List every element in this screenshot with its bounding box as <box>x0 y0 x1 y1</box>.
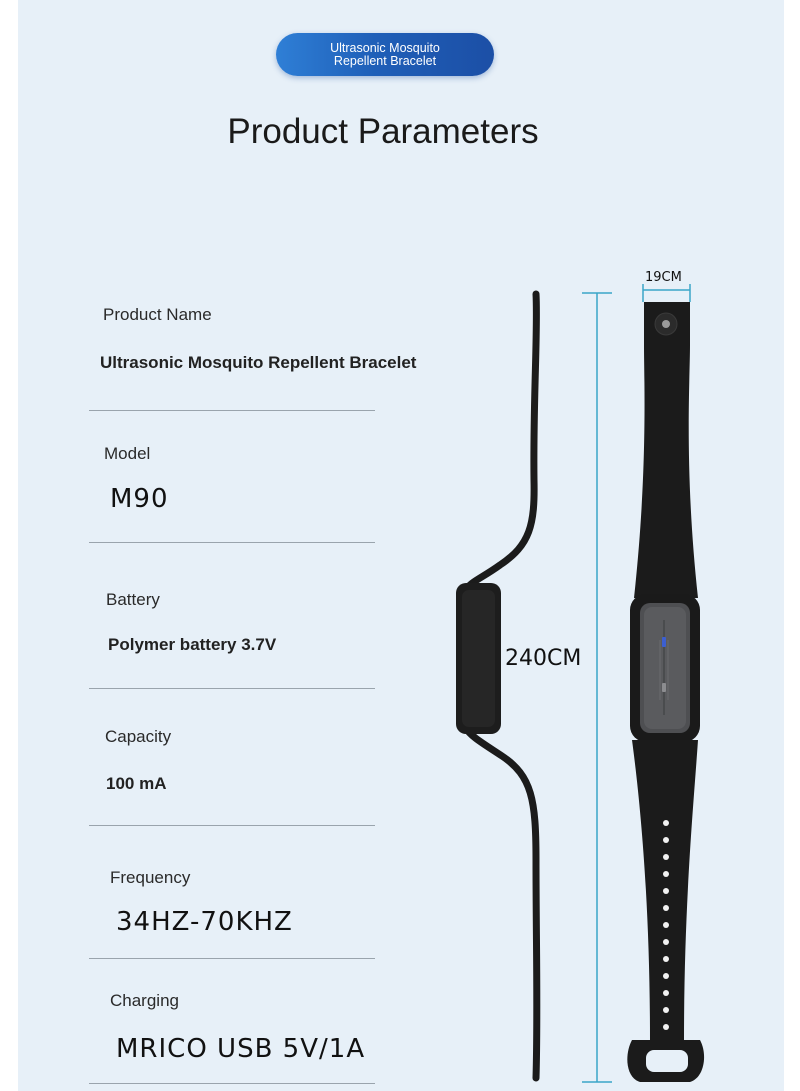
front-view-bracelet <box>627 302 704 1082</box>
page-title: Product Parameters <box>227 112 539 151</box>
param-value-battery: Polymer battery 3.7V <box>108 635 277 654</box>
param-label-capacity: Capacity <box>105 727 172 746</box>
param-value-capacity: 100 mA <box>106 774 167 793</box>
badge-line-2: Repellent Bracelet <box>333 53 437 68</box>
badge-line-1: Ultrasonic Mosquito <box>330 40 440 55</box>
length-dimension-label: 240CM <box>505 646 582 671</box>
param-label-model: Model <box>104 444 151 463</box>
param-label-charging: Charging <box>110 991 179 1010</box>
param-value-frequency: 34HZ-70KHZ <box>116 907 293 937</box>
power-button-icon <box>655 313 677 335</box>
param-value-charging: MRICO USB 5V/1A <box>116 1034 366 1064</box>
param-value-product-name: Ultrasonic Mosquito Repellent Bracelet <box>100 353 417 372</box>
param-value-model: M90 <box>110 484 169 514</box>
width-dimension-line <box>643 284 690 302</box>
param-label-battery: Battery <box>106 590 160 609</box>
side-view-bracelet <box>456 294 537 1078</box>
width-dimension-label: 19CM <box>645 270 682 285</box>
length-dimension-line <box>582 293 612 1082</box>
param-label-frequency: Frequency <box>110 868 191 887</box>
param-label-product-name: Product Name <box>103 305 212 324</box>
